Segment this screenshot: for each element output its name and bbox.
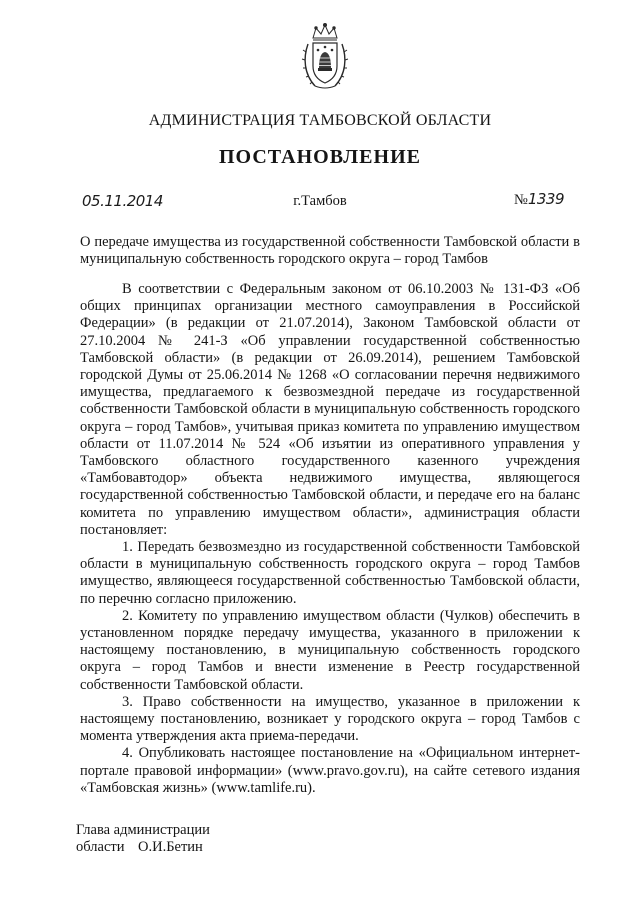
clause-1-paragraph: 1. Передать безвозмездно из государственной собственности Тамбовской области в муниципальную собственность городского округа – город Тамбов имущество, являющееся государственной собственностью Тамбовской области, по перечню согласно приложению.: [80, 539, 580, 607]
document-body: [80, 281, 580, 797]
document-date: 05.11.2014: [82, 192, 163, 210]
preamble-paragraph: В соответствии с Федеральным законом от 06.10.2003 № 131-ФЗ «Об общих принципах организации местного самоуправления в Российской Федерации» (в редакции от 21.07.2014), Законом Тамбовской области от 27.10.2004 № 241-З «Об управлении государственной собственностью Тамбовской области» (в редакции от 26.09.2014), решением Тамбовской городской Думы от 25.06.2014 № 1268 «О согласовании перечня недвижимого имущества, предлагаемого к безвозмездной передаче из государственной собственности Тамбовской области в муниципальную собственность городского округа – город Тамбов», учитывая приказ комитета по управлению имуществом области от 11.07.2014 № 524 «Об изъятии из оперативного управления у Тамбовского областного государственного казенного учреждения «Тамбовавтодор» объекта недвижимого имущества, являющегося государственной собственностью Тамбовской области, и передаче его на баланс комитета по управлению имуществом области», администрация области постановляет:: [80, 281, 580, 538]
clause-4-paragraph: 4. Опубликовать настоящее постановление на «Официальном интернет-портале правовой информации» (www.pravo.gov.ru), на сайте сетевого издания «Тамбовская жизнь» (www.tamlife.ru).: [80, 745, 580, 796]
document-city: г.Тамбов: [293, 193, 347, 209]
document-number: [514, 190, 564, 209]
signature-block: [76, 822, 210, 856]
signer-position-line1: Глава администрации: [76, 822, 210, 838]
clause-3-paragraph: 3. Право собственности на имущество, указанное в приложении к настоящему постановлению, возникает у городского округа – город Тамбов с момента утверждения акта приема-передачи.: [80, 693, 580, 745]
document-type-title: ПОСТАНОВЛЕНИЕ: [219, 146, 421, 168]
number-prefix: №: [514, 192, 528, 208]
document-subject: О передаче имущества из государственной собственности Тамбовской области в муниципальную собственность городского округа – город Тамбов: [80, 234, 580, 267]
tambov-region-coat-of-arms-icon: [300, 22, 350, 92]
clause-2-paragraph: 2. Комитету по управлению имуществом области (Чулков) обеспечить в установленном порядке передачу имущества, указанного в приложении к настоящему постановлению, в муниципальную собственность городского округа – город Тамбов и внести изменение в Реестр государственной собственности Тамбовской области.: [80, 607, 580, 693]
organization-name: АДМИНИСТРАЦИЯ ТАМБОВСКОЙ ОБЛАСТИ: [148, 112, 492, 129]
signer-name: О.И.Бетин: [138, 839, 203, 855]
signature-row: [76, 839, 210, 856]
number-value: 1339: [527, 190, 565, 208]
signer-position-line2: области: [76, 839, 125, 855]
